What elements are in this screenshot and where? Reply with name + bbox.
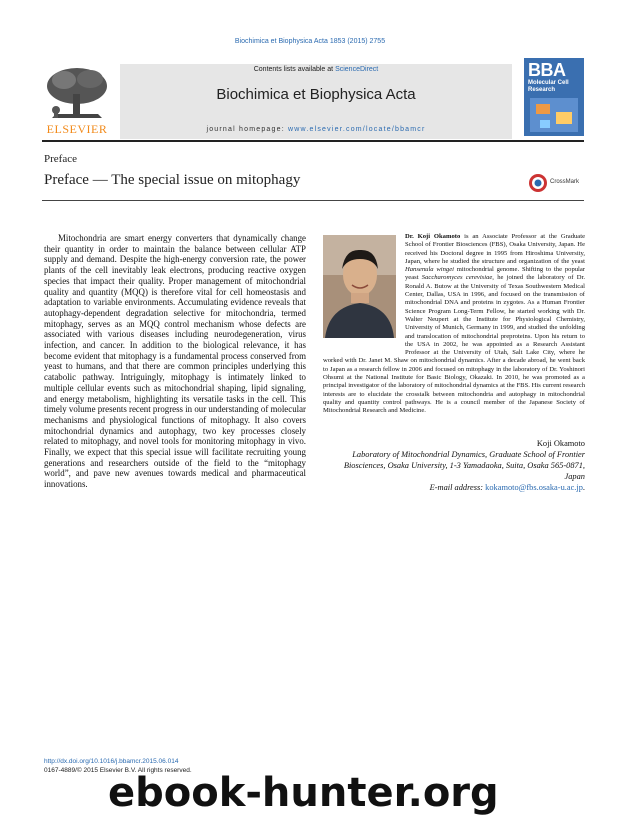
signature-affiliation-2: Biosciences, Osaka University, 1-3 Yamadaoka, Suita, Osaka 565-0871, Japan xyxy=(343,461,585,481)
elsevier-wordmark: ELSEVIER xyxy=(46,122,108,136)
contents-prefix: Contents lists available at xyxy=(253,66,336,73)
crossmark-icon xyxy=(528,173,548,193)
signature-affiliation-1: Laboratory of Mitochondrial Dynamics, Graduate School of Frontier xyxy=(352,450,585,459)
bio-species-1: Hansenula wingei xyxy=(405,266,454,274)
author-signature xyxy=(323,438,585,493)
article-type: Preface xyxy=(44,153,77,165)
email-suffix: . xyxy=(582,483,585,492)
bio-species-2: Saccharomyces cerevisiae xyxy=(421,274,493,282)
bio-name: Dr. Koji Okamoto xyxy=(405,233,461,240)
preface-body: Mitochondria are smart energy converters that dynamically change their quantity in order to maintain the balance between cellular ATP supply and demand. Despite the high-energy conversion rate, the power plants of the cell inevitably leak electrons, producing reactive oxygen species that impact their quality. Proper management of mitochondrial quality and quantity (MQQ) is therefore vital for cell homeostasis and adaptation to variable environments. Accumulating evidence reveals that autophagy-dependent degradation selective for mitochondria, termed mitophagy, serves as an MQQ control mechanism whose defects are associated with various diseases including neurodegeneration, virus infection, and cancer. In addition to the biological relevance, it has become evident that mitophagy is a fundamental process conserved from yeast to humans, and that there are common principles underlying this catabolic pathway. Intriguingly, mitophagy is intimately linked to multiple cellular events such as mitochondrial shaping, lipid signaling, and energy metabolism, highlighting its versatile tasks in the cell. This timely volume presents recent progress in our understanding of molecular mechanisms and physiological functions of mitophagy. It also covers mitochondrial dynamics and autophagy, two key processes closely related to mitophagy, and novel tools for monitoring mitophagy in vivo. Finally, we expect that this special issue will facilitate recruiting young generations and researchers outside of the field to the “mitophagy world”, and pave new avenues towards medical and pharmaceutical innovations. xyxy=(44,233,306,490)
photo-spacer xyxy=(323,233,405,351)
homepage-prefix: journal homepage: xyxy=(206,126,288,133)
cover-subtitle: Molecular Cell Research xyxy=(528,80,569,93)
cover-artwork xyxy=(530,98,578,132)
bio-text-1: is an Associate Professor at the Graduate School of Frontier Biosciences (FBS), Osaka University, Japan. He received his Doctoral degree in 1995 from Hiroshima University, Japan, where he studied the structure and organization of the yeast xyxy=(405,233,585,265)
journal-citation[interactable]: Biochimica et Biophysica Acta 1853 (2015) 2755 xyxy=(234,38,386,45)
email-link[interactable]: kokamoto@fbs.osaka-u.ac.jp xyxy=(485,483,583,492)
title-rule xyxy=(42,200,584,201)
cover-title: BBA xyxy=(528,60,566,80)
bio-text-3: , he joined the laboratory of Dr. Ronald A. Butow at the University of Texas Southwestern Medical Center, Dallas, USA in 1996, and focused on the transmission of mitochondrial DNA and proteins in zygotes. As a Human Frontier Science Program Long-Term Fellow, he started working with Dr. Walter Neupert at the Institute for Physiological Chemistry, University of Munich, Germany in 1999, and studied the unfolding and translocation of mitochondrial preproteins. Upon his return to the USA in 2002, he was appointed as a Research Assistant Professor at the University of Utah, Salt Lake City, where he worked with Dr. Janet M. Shaw on mitochondrial dynamics. After a decade abroad, he went back to Japan as a research fellow in 2006 and focused on mitophagy in the laboratory of Dr. Yoshinori Ohsumi at the National Institute for Basic Biology, Okazaki. In 2010, he was promoted as a principal investigator of the laboratory of mitochondrial dynamics at the FBS. His current research interests are to elucidate the crosstalk between mitochondria and autophagy in mitochondrial quality and quantity control pathways. He is a council member of the Japanese Society of Mitochondrial Research and Medicine. xyxy=(323,274,585,415)
homepage-link[interactable]: www.elsevier.com/locate/bbamcr xyxy=(287,126,426,133)
crossmark-label: CrossMark xyxy=(550,179,580,185)
journal-cover[interactable] xyxy=(524,58,584,136)
signature-email-line xyxy=(323,482,585,493)
crossmark-badge[interactable] xyxy=(528,172,590,194)
journal-homepage xyxy=(120,126,512,133)
doi-link[interactable]: http://dx.doi.org/10.1016/j.bbamcr.2015.06.014 xyxy=(44,758,179,765)
article-title: Preface — The special issue on mitophagy xyxy=(44,172,301,188)
journal-title: Biochimica et Biophysica Acta xyxy=(216,86,416,103)
signature-author: Koji Okamoto xyxy=(536,439,585,448)
author-bio xyxy=(323,233,585,416)
email-label: E-mail address: xyxy=(429,483,486,492)
header-rule xyxy=(42,140,584,142)
contents-line xyxy=(120,66,512,73)
bio-text-2: mitochondrial genome. Shifting to the popular yeast xyxy=(405,266,585,282)
sciencedirect-link[interactable]: ScienceDirect xyxy=(335,66,379,73)
watermark-text: ebook-hunter.org xyxy=(108,770,499,816)
copyright-line: 0167-4889/© 2015 Elsevier B.V. All rights reserved. xyxy=(44,766,192,774)
